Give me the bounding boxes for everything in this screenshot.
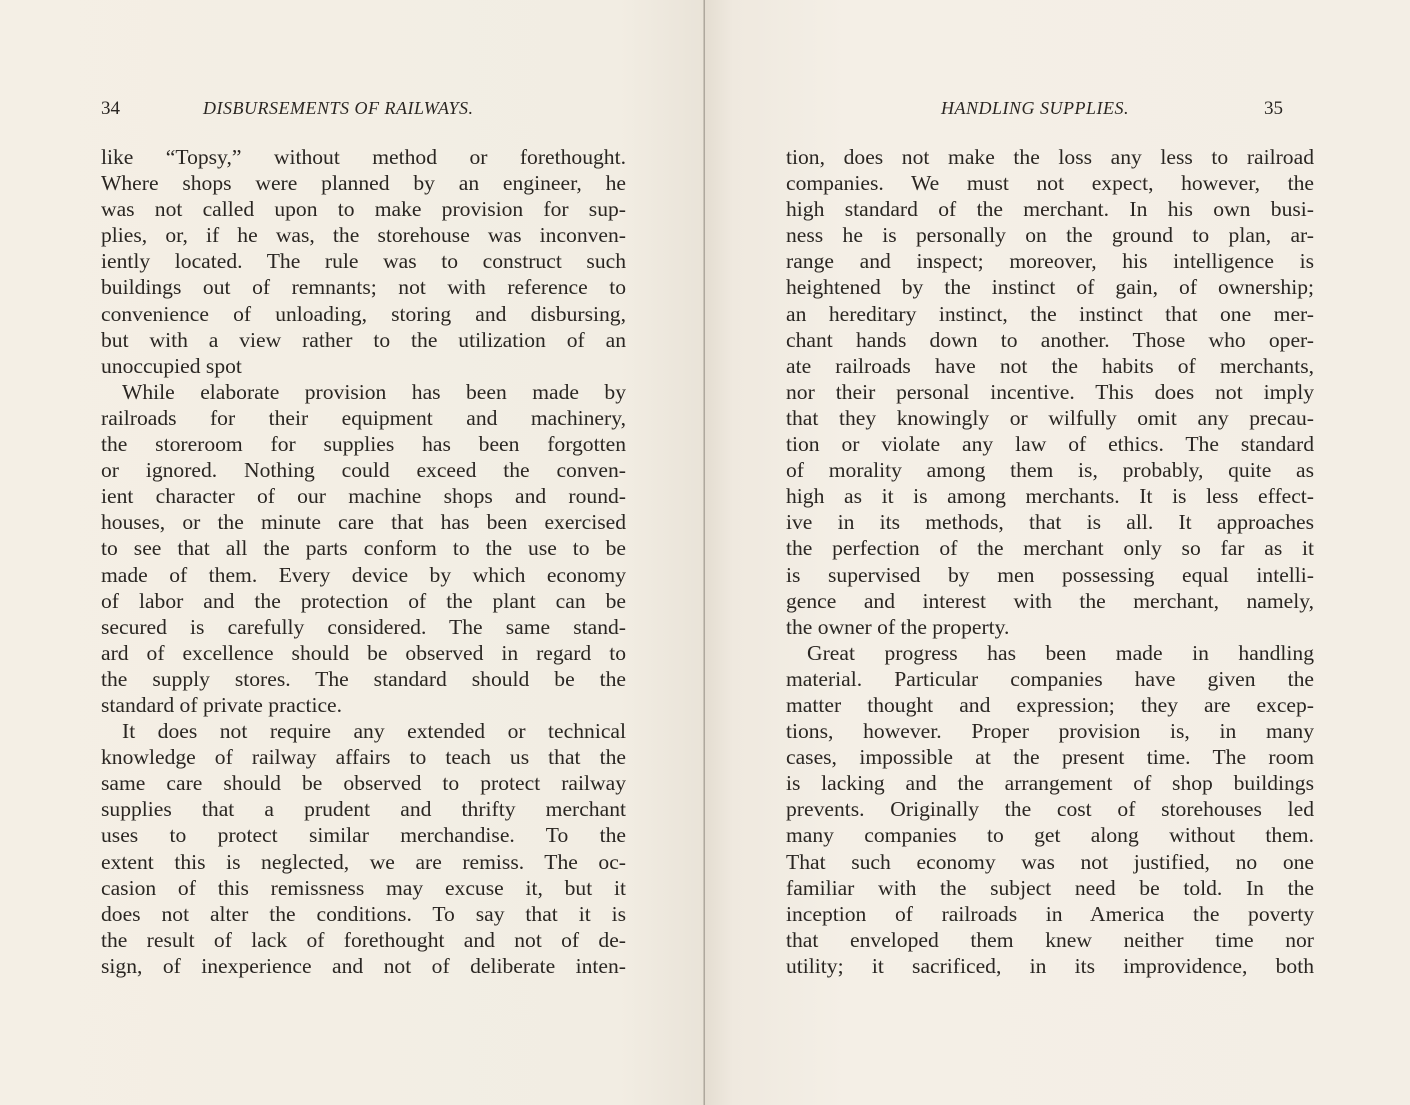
paragraph <box>786 640 1314 979</box>
text-line: cases, impossible at the present time. The room <box>786 745 1314 770</box>
text-line: but with a view rather to the utilization of an <box>101 327 626 352</box>
running-head: HANDLING SUPPLIES. <box>941 98 1129 118</box>
text-line: unoccupied spot <box>101 353 242 378</box>
body-text <box>101 144 626 979</box>
text-line: many companies to get along without them. <box>786 823 1314 848</box>
text-line: like “Topsy,” without method or forethought. <box>101 145 626 169</box>
text-line: ate railroads have not the habits of merchants, <box>786 353 1314 378</box>
text-line: the result of lack of forethought and not of de- <box>101 927 626 952</box>
text-line: ard of excellence should be observed in regard to <box>101 640 626 665</box>
text-line: of labor and the protection of the plant can be <box>101 588 626 613</box>
text-line: same care should be observed to protect railway <box>101 771 626 796</box>
text-line: sign, of inexperience and not of deliberate inten- <box>101 953 626 978</box>
text-line: is lacking and the arrangement of shop buildings <box>786 771 1314 796</box>
text-line: or ignored. Nothing could exceed the conven- <box>101 458 626 483</box>
text-line: ive in its methods, that is all. It approaches <box>786 510 1314 535</box>
text-line: that enveloped them knew neither time nor <box>786 927 1314 952</box>
text-line: that they knowingly or wilfully omit any precau- <box>786 405 1314 430</box>
text-line: high standard of the merchant. In his own busi- <box>786 197 1314 222</box>
text-line: tion, does not make the loss any less to railroad <box>786 145 1314 169</box>
body-text <box>786 144 1314 979</box>
text-line: ness he is personally on the ground to plan, ar- <box>786 223 1314 248</box>
text-line: plies, or, if he was, the storehouse was inconven- <box>101 223 626 248</box>
page-number: 35 <box>1264 98 1283 119</box>
paragraph <box>101 379 626 718</box>
text-line: inception of railroads in America the poverty <box>786 901 1314 926</box>
text-line: railroads for their equipment and machinery, <box>101 405 626 430</box>
text-line: Where shops were planned by an engineer, he <box>101 171 626 196</box>
text-line: chant hands down to another. Those who oper- <box>786 327 1314 352</box>
text-line: buildings out of remnants; not with reference to <box>101 275 626 300</box>
text-line: to see that all the parts conform to the use to be <box>101 536 626 561</box>
text-line: an hereditary instinct, the instinct that one mer- <box>786 301 1314 326</box>
text-line: secured is carefully considered. The same stand- <box>101 614 626 639</box>
running-head: DISBURSEMENTS OF RAILWAYS. <box>203 98 474 118</box>
right-page <box>705 0 1410 1105</box>
text-line: It does not require any extended or technical <box>122 719 626 744</box>
text-line: of morality among them is, probably, quite as <box>786 458 1314 483</box>
text-line: the storeroom for supplies has been forgotten <box>101 432 626 457</box>
text-line: familiar with the subject need be told. In the <box>786 875 1314 900</box>
text-line: Great progress has been made in handling <box>807 640 1314 665</box>
text-line: extent this is neglected, we are remiss. The oc- <box>101 849 626 874</box>
text-line: knowledge of railway affairs to teach us that the <box>101 745 626 770</box>
text-line: standard of private practice. <box>101 692 343 717</box>
text-line: matter thought and expression; they are excep- <box>786 692 1314 717</box>
text-line: uses to protect similar merchandise. To the <box>101 823 626 848</box>
text-line: houses, or the minute care that has been exercised <box>101 510 626 535</box>
text-line: casion of this remissness may excuse it, but it <box>101 875 626 900</box>
text-line: made of them. Every device by which economy <box>101 562 626 587</box>
text-line: tions, however. Proper provision is, in many <box>786 719 1314 744</box>
text-line: gence and interest with the merchant, namely, <box>786 588 1314 613</box>
text-line: the supply stores. The standard should be the <box>101 666 626 691</box>
text-line: is supervised by men possessing equal intelli- <box>786 562 1314 587</box>
text-line: That such economy was not justified, no one <box>786 849 1314 874</box>
text-line: prevents. Originally the cost of storehouses led <box>786 797 1314 822</box>
text-line: was not called upon to make provision for sup- <box>101 197 626 222</box>
paragraph <box>786 144 1314 640</box>
text-line: utility; it sacrificed, in its improvidence, both <box>786 953 1314 978</box>
text-line: companies. We must not expect, however, the <box>786 171 1314 196</box>
paragraph <box>101 144 626 379</box>
text-line: nor their personal incentive. This does not imply <box>786 379 1314 404</box>
page-number: 34 <box>101 98 120 119</box>
text-line: the perfection of the merchant only so far as it <box>786 536 1314 561</box>
text-line: ient character of our machine shops and round- <box>101 484 626 509</box>
text-line: high as it is among merchants. It is less effect- <box>786 484 1314 509</box>
text-line: material. Particular companies have given the <box>786 666 1314 691</box>
text-line: convenience of unloading, storing and disbursing, <box>101 301 626 326</box>
text-line: supplies that a prudent and thrifty merchant <box>101 797 626 822</box>
text-line: tion or violate any law of ethics. The standard <box>786 432 1314 457</box>
text-line: heightened by the instinct of gain, of ownership; <box>786 275 1314 300</box>
text-line: does not alter the conditions. To say that it is <box>101 901 626 926</box>
text-line: iently located. The rule was to construct such <box>101 249 626 274</box>
paragraph <box>101 718 626 979</box>
text-line: the owner of the property. <box>786 614 1010 639</box>
text-line: While elaborate provision has been made by <box>122 379 626 404</box>
text-line: range and inspect; moreover, his intelligence is <box>786 249 1314 274</box>
